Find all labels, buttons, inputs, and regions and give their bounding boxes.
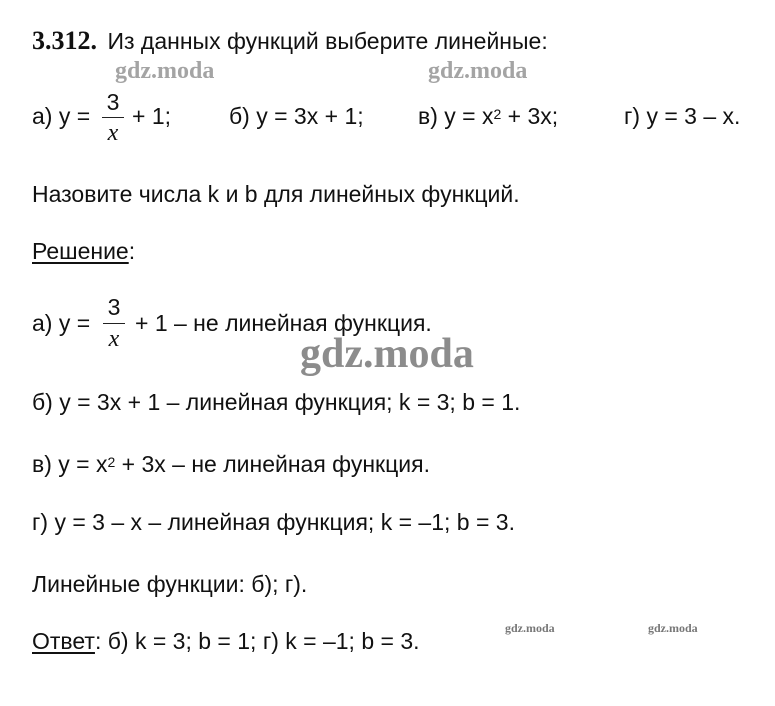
option-a-rest: + 1;: [132, 103, 172, 129]
task-heading: [32, 26, 548, 56]
watermark: gdz.moda: [648, 621, 698, 635]
option-a-numerator: 3: [106, 89, 120, 115]
solution-a-fraction-bar: [103, 323, 125, 324]
option-a-denominator: x: [107, 120, 119, 146]
solution-heading: Решение:: [32, 238, 136, 264]
linear-functions-summary: Линейные функции: б); г).: [32, 571, 308, 597]
option-b: б) у = 3х + 1;: [229, 103, 364, 129]
exponent: 2: [493, 106, 502, 122]
exponent: 2: [107, 454, 116, 470]
task-question: Назовите числа k и b для линейных функций.: [32, 181, 520, 207]
option-a-label: а) у =: [32, 103, 91, 129]
option-d: г) у = 3 – х.: [624, 103, 741, 129]
solution-a-numerator: 3: [107, 294, 121, 320]
watermark: gdz.moda: [115, 58, 215, 84]
option-c: в) $у = х^2 + 3х$;: [418, 103, 559, 129]
solution-a-label: а) у =: [32, 310, 91, 336]
answer-text: : б) k = 3; b = 1; г) k = –1; b = 3.: [94, 628, 420, 654]
answer-label: Ответ: [32, 628, 95, 654]
watermark: gdz.moda: [428, 58, 528, 84]
task-prompt: Из данных функций выберите линейные:: [107, 28, 548, 54]
solution-b: б) у = 3х + 1 – линейная функция; k = 3; b = 1.: [32, 389, 521, 415]
solution-a-denominator: x: [108, 326, 120, 352]
answer-line: [32, 628, 420, 654]
option-a-fraction-bar: [102, 117, 124, 118]
task-number: 3.312.: [32, 26, 97, 55]
solution-c: в) $у = х^2 + 3х$ – не линейная функция.: [32, 451, 430, 477]
solution-d: г) у = 3 – х – линейная функция; k = –1; b = 3.: [32, 509, 515, 535]
solution-a-rest: + 1 – не линейная функция.: [135, 310, 432, 336]
watermark: gdz.moda: [505, 621, 555, 635]
watermark: gdz.moda: [300, 331, 474, 377]
